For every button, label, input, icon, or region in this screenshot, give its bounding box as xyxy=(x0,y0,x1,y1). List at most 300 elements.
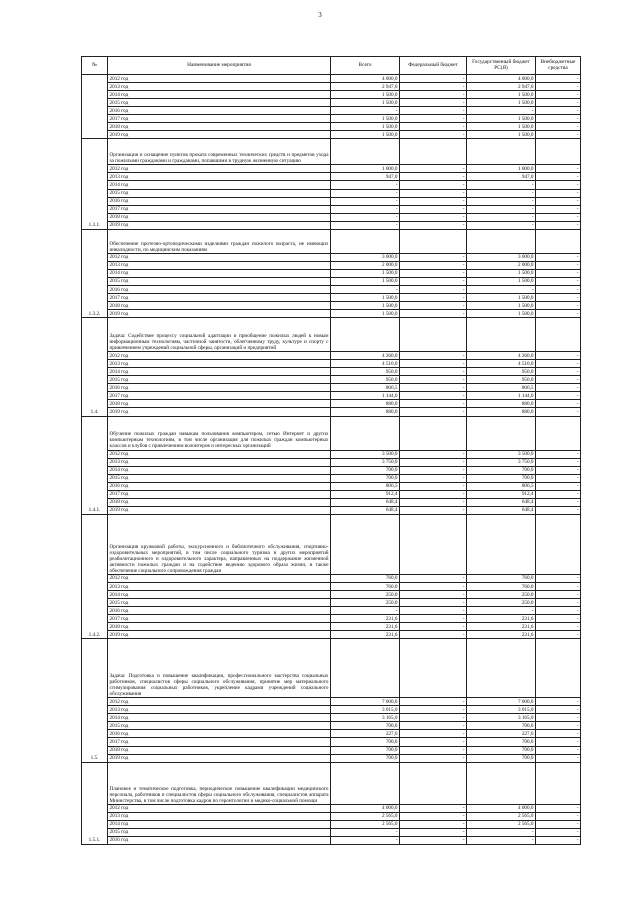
extrabudget-cell: - xyxy=(536,599,581,607)
table-row xyxy=(82,197,581,205)
total-cell: 760,0 xyxy=(331,574,400,582)
year-cell: 2018 год xyxy=(108,123,331,131)
federal-cell: - xyxy=(400,458,467,466)
federal-cell: - xyxy=(400,131,467,139)
section-total-cell xyxy=(331,229,400,253)
regional-cell: 700,0 xyxy=(467,474,536,482)
federal-cell: - xyxy=(400,173,467,181)
section-regional-cell xyxy=(467,639,536,698)
federal-cell: - xyxy=(400,599,467,607)
table-row xyxy=(82,131,581,139)
section-code: 1.5.1. xyxy=(82,762,108,844)
extrabudget-cell: - xyxy=(536,277,581,285)
year-cell: 2015 год xyxy=(108,99,331,107)
total-cell: 648,4 xyxy=(331,506,400,514)
extrabudget-cell: - xyxy=(536,698,581,706)
total-cell: 2 565,0 xyxy=(331,812,400,820)
year-cell: 2012 год xyxy=(108,352,331,360)
regional-cell: 2 000,0 xyxy=(467,261,536,269)
regional-cell: 7 000,0 xyxy=(467,698,536,706)
extrabudget-cell: - xyxy=(536,181,581,189)
extrabudget-cell: - xyxy=(536,189,581,197)
section-row xyxy=(82,416,581,450)
extrabudget-cell: - xyxy=(536,197,581,205)
total-cell: 231,6 xyxy=(331,623,400,631)
year-cell: 2014 год xyxy=(108,368,331,376)
section-total-cell xyxy=(331,514,400,574)
section-extrabudget-cell xyxy=(536,514,581,574)
regional-cell: 2 565,0 xyxy=(467,812,536,820)
extrabudget-cell: - xyxy=(536,466,581,474)
year-cell: 2015 год xyxy=(108,277,331,285)
section-extrabudget-cell xyxy=(536,318,581,352)
federal-cell: - xyxy=(400,181,467,189)
regional-cell: 3 165,0 xyxy=(467,714,536,722)
regional-cell: 1 500,0 xyxy=(467,277,536,285)
federal-cell: - xyxy=(400,730,467,738)
extrabudget-cell: - xyxy=(536,293,581,301)
table-row xyxy=(82,474,581,482)
year-cell: 2018 год xyxy=(108,746,331,754)
federal-cell: - xyxy=(400,474,467,482)
year-cell: 2012 год xyxy=(108,574,331,582)
budget-table xyxy=(81,56,581,845)
federal-cell: - xyxy=(400,107,467,115)
federal-cell: - xyxy=(400,83,467,91)
total-cell: 1 500,0 xyxy=(331,293,400,301)
regional-cell: - xyxy=(467,828,536,836)
table-row xyxy=(82,599,581,607)
federal-cell: - xyxy=(400,607,467,615)
federal-cell: - xyxy=(400,490,467,498)
regional-cell: 880,0 xyxy=(467,400,536,408)
regional-cell: 700,0 xyxy=(467,466,536,474)
federal-cell: - xyxy=(400,392,467,400)
extrabudget-cell: - xyxy=(536,205,581,213)
section-total-cell xyxy=(331,416,400,450)
federal-cell: - xyxy=(400,115,467,123)
table-row xyxy=(82,714,581,722)
extrabudget-cell: - xyxy=(536,812,581,820)
federal-cell: - xyxy=(400,450,467,458)
section-federal-cell xyxy=(400,139,467,165)
year-cell: 2017 год xyxy=(108,615,331,623)
federal-cell: - xyxy=(400,213,467,221)
federal-cell: - xyxy=(400,261,467,269)
section-extrabudget-cell xyxy=(536,139,581,165)
year-cell: 2013 год xyxy=(108,458,331,466)
section-row xyxy=(82,318,581,352)
table-row xyxy=(82,746,581,754)
total-cell: 7 000,0 xyxy=(331,698,400,706)
year-cell: 2019 год xyxy=(108,506,331,514)
table-row xyxy=(82,458,581,466)
regional-cell: 250,0 xyxy=(467,599,536,607)
total-cell: 250,0 xyxy=(331,590,400,598)
total-cell: 2 947,0 xyxy=(331,83,400,91)
year-cell: 2015 год xyxy=(108,828,331,836)
table-row xyxy=(82,123,581,131)
table-row xyxy=(82,722,581,730)
federal-cell: - xyxy=(400,706,467,714)
extrabudget-cell: - xyxy=(536,590,581,598)
total-cell: 947,0 xyxy=(331,173,400,181)
extrabudget-cell: - xyxy=(536,310,581,318)
year-cell: 2017 год xyxy=(108,490,331,498)
regional-cell: 3 000,0 xyxy=(467,253,536,261)
extrabudget-cell: - xyxy=(536,221,581,229)
total-cell: 3 165,0 xyxy=(331,714,400,722)
extrabudget-cell: - xyxy=(536,828,581,836)
regional-cell: 700,0 xyxy=(467,738,536,746)
extrabudget-cell: - xyxy=(536,400,581,408)
regional-cell: - xyxy=(467,213,536,221)
extrabudget-cell: - xyxy=(536,623,581,631)
regional-cell: 250,0 xyxy=(467,590,536,598)
table-row xyxy=(82,91,581,99)
extrabudget-cell: - xyxy=(536,746,581,754)
table-row xyxy=(82,623,581,631)
federal-cell: - xyxy=(400,722,467,730)
federal-cell: - xyxy=(400,828,467,836)
extrabudget-cell: - xyxy=(536,302,581,310)
year-cell: 2012 год xyxy=(108,698,331,706)
table-row xyxy=(82,490,581,498)
regional-cell: 700,0 xyxy=(467,754,536,762)
extrabudget-cell: - xyxy=(536,408,581,416)
table-row xyxy=(82,392,581,400)
table-row xyxy=(82,730,581,738)
extrabudget-cell: - xyxy=(536,75,581,83)
total-cell: 4 510,0 xyxy=(331,360,400,368)
year-cell: 2015 год xyxy=(108,474,331,482)
federal-cell: - xyxy=(400,99,467,107)
extrabudget-cell: - xyxy=(536,754,581,762)
regional-cell: 648,4 xyxy=(467,498,536,506)
federal-cell: - xyxy=(400,738,467,746)
extrabudget-cell: - xyxy=(536,213,581,221)
total-cell: 1 500,0 xyxy=(331,277,400,285)
federal-cell: - xyxy=(400,623,467,631)
extrabudget-cell: - xyxy=(536,615,581,623)
total-cell: 2 000,0 xyxy=(331,261,400,269)
total-cell: 700,0 xyxy=(331,474,400,482)
regional-cell: 1 500,0 xyxy=(467,310,536,318)
regional-cell: 231,6 xyxy=(467,615,536,623)
federal-cell: - xyxy=(400,352,467,360)
regional-cell: 700,0 xyxy=(467,746,536,754)
table-row xyxy=(82,293,581,301)
total-cell: - xyxy=(331,607,400,615)
year-cell: 2018 год xyxy=(108,302,331,310)
table-row xyxy=(82,189,581,197)
regional-cell: 4 260,0 xyxy=(467,352,536,360)
header-name: Наименование мероприятия xyxy=(108,57,331,75)
year-cell: 2016 год xyxy=(108,730,331,738)
table-row xyxy=(82,277,581,285)
table-body xyxy=(82,75,581,845)
regional-cell: 1 000,0 xyxy=(467,165,536,173)
regional-cell: 2 947,0 xyxy=(467,83,536,91)
total-cell: - xyxy=(331,189,400,197)
total-cell: - xyxy=(331,107,400,115)
table-row xyxy=(82,820,581,828)
federal-cell: - xyxy=(400,574,467,582)
year-cell: 2017 год xyxy=(108,392,331,400)
year-cell: 2015 год xyxy=(108,376,331,384)
total-cell: 1 500,0 xyxy=(331,99,400,107)
extrabudget-cell: - xyxy=(536,269,581,277)
federal-cell: - xyxy=(400,754,467,762)
extrabudget-cell: - xyxy=(536,730,581,738)
section-row xyxy=(82,229,581,253)
header-regional: Государственный бюджет РС(Я) xyxy=(467,57,536,75)
table-row xyxy=(82,828,581,836)
regional-cell: 648,4 xyxy=(467,506,536,514)
year-cell: 2012 год xyxy=(108,450,331,458)
section-total-cell xyxy=(331,139,400,165)
regional-cell: 700,0 xyxy=(467,722,536,730)
total-cell: 1 144,0 xyxy=(331,392,400,400)
extrabudget-cell: - xyxy=(536,574,581,582)
federal-cell: - xyxy=(400,582,467,590)
header-no: № xyxy=(82,57,108,75)
federal-cell: - xyxy=(400,277,467,285)
section-regional-cell xyxy=(467,416,536,450)
table-row xyxy=(82,261,581,269)
extrabudget-cell: - xyxy=(536,376,581,384)
table-row xyxy=(82,450,581,458)
regional-cell: - xyxy=(467,221,536,229)
extrabudget-cell: - xyxy=(536,738,581,746)
regional-cell: 4 000,0 xyxy=(467,804,536,812)
regional-cell: - xyxy=(467,181,536,189)
extrabudget-cell: - xyxy=(536,352,581,360)
year-cell: 2014 год xyxy=(108,466,331,474)
total-cell: 950,0 xyxy=(331,368,400,376)
federal-cell: - xyxy=(400,714,467,722)
year-cell: 2012 год xyxy=(108,75,331,83)
extrabudget-cell: - xyxy=(536,392,581,400)
section-code: 1.4. xyxy=(82,318,108,416)
total-cell: - xyxy=(331,221,400,229)
section-row xyxy=(82,639,581,698)
year-cell: 2019 год xyxy=(108,754,331,762)
federal-cell: - xyxy=(400,376,467,384)
table-row xyxy=(82,181,581,189)
table-row xyxy=(82,99,581,107)
extrabudget-cell: - xyxy=(536,607,581,615)
federal-cell: - xyxy=(400,384,467,392)
extrabudget-cell: - xyxy=(536,115,581,123)
total-cell: 806,5 xyxy=(331,482,400,490)
total-cell: 1 500,0 xyxy=(331,269,400,277)
regional-cell: 950,0 xyxy=(467,376,536,384)
year-cell: 2016 год xyxy=(108,197,331,205)
table-row xyxy=(82,205,581,213)
federal-cell: - xyxy=(400,506,467,514)
total-cell: 950,0 xyxy=(331,376,400,384)
extrabudget-cell: - xyxy=(536,490,581,498)
federal-cell: - xyxy=(400,75,467,83)
regional-cell: 806,5 xyxy=(467,384,536,392)
table-row xyxy=(82,165,581,173)
total-cell: - xyxy=(331,836,400,844)
federal-cell: - xyxy=(400,408,467,416)
year-cell: 2016 год xyxy=(108,607,331,615)
total-cell: 4 000,0 xyxy=(331,75,400,83)
regional-cell: - xyxy=(467,107,536,115)
section-federal-cell xyxy=(400,639,467,698)
table-row xyxy=(82,360,581,368)
regional-cell: 947,0 xyxy=(467,173,536,181)
year-cell: 2013 год xyxy=(108,582,331,590)
extrabudget-cell: - xyxy=(536,482,581,490)
total-cell: 250,0 xyxy=(331,599,400,607)
regional-cell: 1 500,0 xyxy=(467,91,536,99)
section-regional-cell xyxy=(467,762,536,804)
section-federal-cell xyxy=(400,762,467,804)
total-cell: 1 500,0 xyxy=(331,115,400,123)
section-federal-cell xyxy=(400,318,467,352)
year-cell: 2018 год xyxy=(108,623,331,631)
regional-cell: 4 000,0 xyxy=(467,75,536,83)
total-cell: 2 565,0 xyxy=(331,820,400,828)
extrabudget-cell: - xyxy=(536,706,581,714)
total-cell: 1 500,0 xyxy=(331,310,400,318)
extrabudget-cell: - xyxy=(536,714,581,722)
extrabudget-cell: - xyxy=(536,99,581,107)
regional-cell: - xyxy=(467,205,536,213)
section-title: Задача: Подготовка и повышение квалификации, профессионального мастерства социальных работников, специалистов сферы социального обслуживания, принятие мер материального стимулирования социальных работников, укрепление кадрами учреждений социального обслуживания xyxy=(108,639,331,698)
total-cell: 4 260,0 xyxy=(331,352,400,360)
extrabudget-cell: - xyxy=(536,804,581,812)
page-number: 3 xyxy=(318,11,322,19)
year-cell: 2016 год xyxy=(108,836,331,844)
year-cell: 2014 год xyxy=(108,91,331,99)
total-cell: 806,5 xyxy=(331,384,400,392)
year-cell: 2016 год xyxy=(108,285,331,293)
table-row xyxy=(82,107,581,115)
table-row xyxy=(82,400,581,408)
year-cell: 2017 год xyxy=(108,115,331,123)
federal-cell: - xyxy=(400,360,467,368)
regional-cell: 1 500,0 xyxy=(467,99,536,107)
regional-cell: 1 500,0 xyxy=(467,302,536,310)
table-row xyxy=(82,376,581,384)
section-code: 1.3.1. xyxy=(82,139,108,229)
year-cell: 2019 год xyxy=(108,408,331,416)
section-title: Обеспечение протезно-ортопедическими изделиями граждан пожилого возраста, не имеющих инвалидности, по медицинским показаниям xyxy=(108,229,331,253)
total-cell: 1 500,0 xyxy=(331,123,400,131)
regional-cell: - xyxy=(467,607,536,615)
federal-cell: - xyxy=(400,400,467,408)
table-row xyxy=(82,590,581,598)
table-row xyxy=(82,253,581,261)
total-cell: 231,6 xyxy=(331,631,400,639)
total-cell: 1 500,0 xyxy=(331,91,400,99)
table-row xyxy=(82,506,581,514)
table-row xyxy=(82,498,581,506)
header-extrabudget: Внебюджетные средства xyxy=(536,57,581,75)
table-row xyxy=(82,213,581,221)
federal-cell: - xyxy=(400,836,467,844)
table-row xyxy=(82,352,581,360)
extrabudget-cell: - xyxy=(536,131,581,139)
extrabudget-cell: - xyxy=(536,498,581,506)
regional-cell: 760,0 xyxy=(467,582,536,590)
year-cell: 2016 год xyxy=(108,482,331,490)
section-regional-cell xyxy=(467,229,536,253)
year-cell: 2014 год xyxy=(108,269,331,277)
table-row xyxy=(82,221,581,229)
regional-cell: 1 144,0 xyxy=(467,392,536,400)
federal-cell: - xyxy=(400,189,467,197)
year-cell: 2014 год xyxy=(108,181,331,189)
year-cell: 2015 год xyxy=(108,189,331,197)
year-cell: 2014 год xyxy=(108,590,331,598)
regional-cell: 806,5 xyxy=(467,482,536,490)
extrabudget-cell: - xyxy=(536,107,581,115)
regional-cell: - xyxy=(467,836,536,844)
federal-cell: - xyxy=(400,310,467,318)
extrabudget-cell: - xyxy=(536,261,581,269)
extrabudget-cell: - xyxy=(536,285,581,293)
total-cell: 1 500,0 xyxy=(331,131,400,139)
extrabudget-cell: - xyxy=(536,83,581,91)
regional-cell: 1 500,0 xyxy=(467,269,536,277)
regional-cell: 3 015,0 xyxy=(467,706,536,714)
extrabudget-cell: - xyxy=(536,253,581,261)
section-row xyxy=(82,762,581,804)
table-row xyxy=(82,384,581,392)
section-title: Организация и оснащение пунктов проката современных технических средств и предметов ухода за пожилыми гражданами и гражданами, попавшими в трудную жизненную ситуацию xyxy=(108,139,331,165)
federal-cell: - xyxy=(400,253,467,261)
table-row xyxy=(82,368,581,376)
table-row xyxy=(82,115,581,123)
federal-cell: - xyxy=(400,590,467,598)
section-total-cell xyxy=(331,639,400,698)
table-row xyxy=(82,269,581,277)
section-title: Организация кружковой работы, экскурсионного и библиотечного обслуживания, спортивно-оздоровительных мероприятий, в том числе социального туризма и других мероприятий реабилитационного и оздоровительного характера, направленных на поддержание жизненной активности пожилых граждан и на содействие ведению здорового образа жизни, в также обеспечение социального сопровождения граждан xyxy=(108,514,331,574)
regional-cell: 1 500,0 xyxy=(467,293,536,301)
total-cell: 700,0 xyxy=(331,466,400,474)
federal-cell: - xyxy=(400,820,467,828)
year-cell: 2019 год xyxy=(108,131,331,139)
total-cell: - xyxy=(331,285,400,293)
federal-cell: - xyxy=(400,197,467,205)
year-cell: 2013 год xyxy=(108,360,331,368)
extrabudget-cell: - xyxy=(536,631,581,639)
section-extrabudget-cell xyxy=(536,416,581,450)
table-row xyxy=(82,285,581,293)
federal-cell: - xyxy=(400,205,467,213)
federal-cell: - xyxy=(400,631,467,639)
year-cell: 2018 год xyxy=(108,213,331,221)
header-federal: Федеральный бюджет xyxy=(400,57,467,75)
table-row xyxy=(82,482,581,490)
table-row xyxy=(82,698,581,706)
section-federal-cell xyxy=(400,416,467,450)
section-code: 1.4.2. xyxy=(82,514,108,638)
federal-cell: - xyxy=(400,221,467,229)
extrabudget-cell: - xyxy=(536,123,581,131)
total-cell: 3 500,0 xyxy=(331,450,400,458)
federal-cell: - xyxy=(400,804,467,812)
section-row xyxy=(82,514,581,574)
federal-cell: - xyxy=(400,91,467,99)
table-row xyxy=(82,582,581,590)
